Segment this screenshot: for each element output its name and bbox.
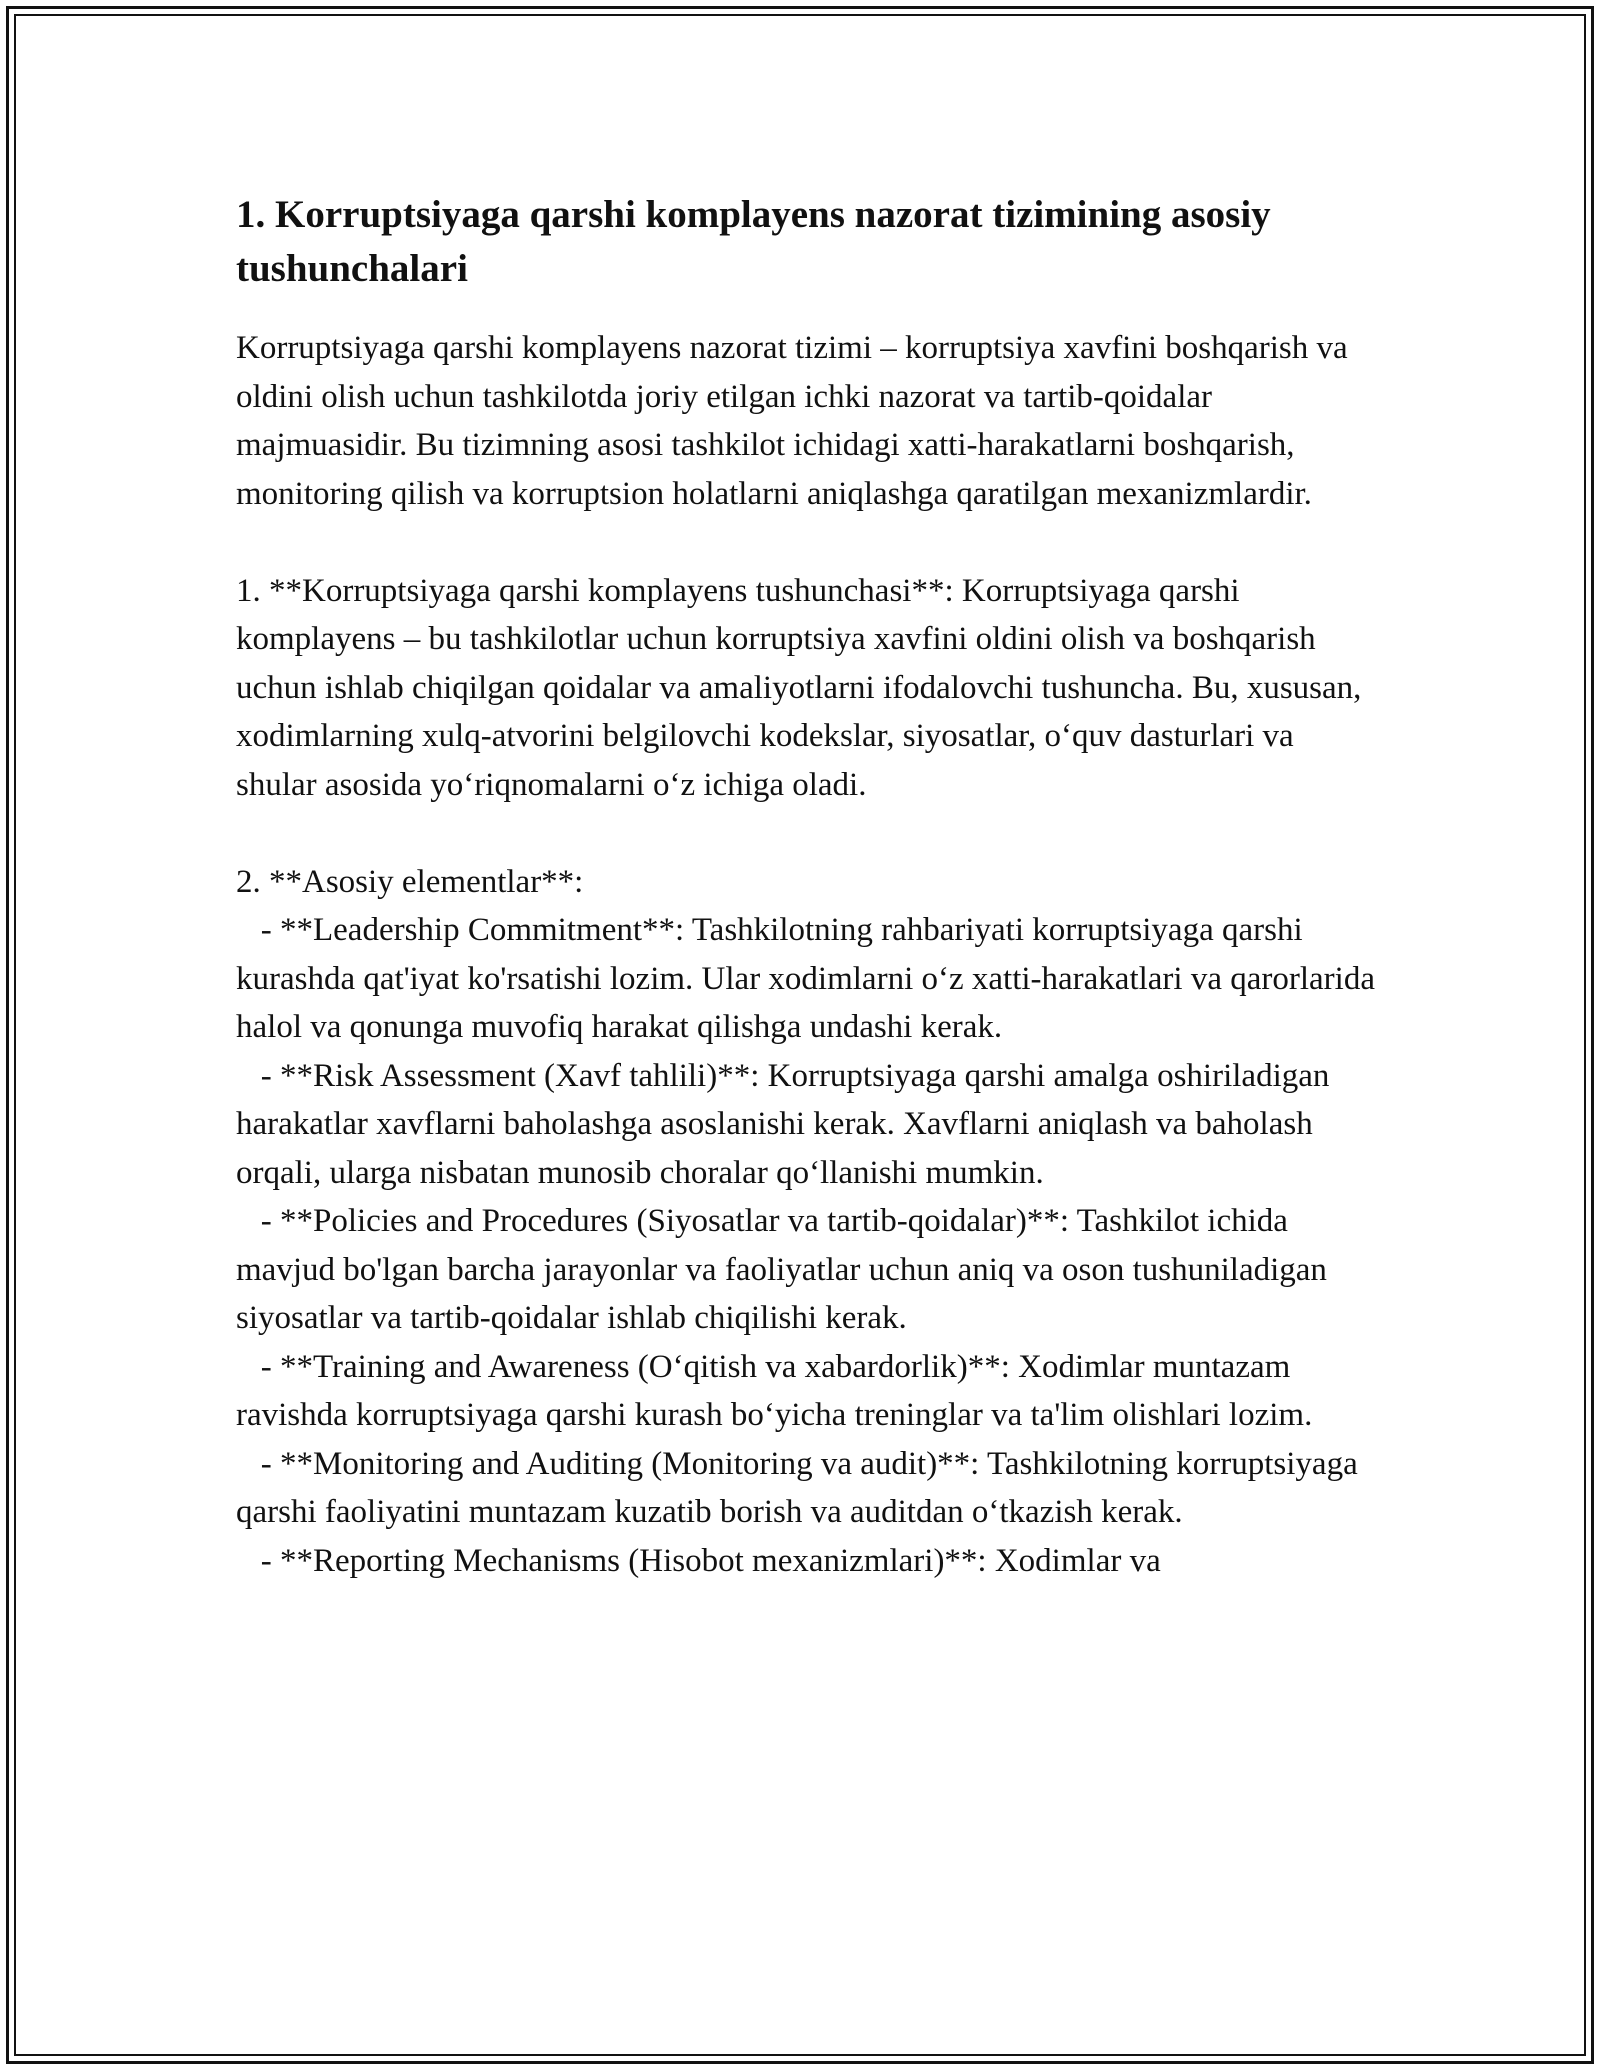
paragraph-spacer bbox=[236, 809, 1376, 858]
element-leadership: - **Leadership Commitment**: Tashkilotning rahbariyati korruptsiyaga qarshi kurashda qat'iyat ko'rsatishi lozim. Ular xodimlarni o‘z xatti-harakatlari va qarorlarida halol va qonunga muvofiq harakat qilishga undashi kerak. bbox=[236, 912, 1384, 1045]
intro-paragraph: Korruptsiyaga qarshi komplayens nazorat tizimi – korruptsiya xavfini boshqarish va oldini olish uchun tashkilotda joriy etilgan ichki nazorat va tartib-qoidalar majmuasidir. Bu tizimning asosi tashkilot ichidagi xatti-harakatlarni boshqarish, monitoring qilish va korruptsion holatlarni aniqlashga qaratilgan mexanizmlardir. bbox=[236, 330, 1356, 512]
element-risk-assessment: - **Risk Assessment (Xavf tahlili)**: Korruptsiyaga qarshi amalga oshiriladigan harakatlar xavflarni baholashga asoslanishi kerak. Xavflarni aniqlash va baholash orqali, ularga nisbatan munosib choralar qo‘llanishi mumkin. bbox=[236, 1057, 1338, 1191]
concept-paragraph: 1. **Korruptsiyaga qarshi komplayens tushunchasi**: Korruptsiyaga qarshi komplayens – bu tashkilotlar uchun korruptsiya xavfini oldini olish va boshqarish uchun ishlab chiqilgan qoidalar va amaliyotlarni ifodalovchi tushuncha. Bu, xususan, xodimlarning xulq-atvorini belgilovchi kodekslar, siyosatlar, o‘quv dasturlari va shular asosida yo‘riqnomalarni o‘z ichiga oladi. bbox=[236, 572, 1370, 803]
paragraph-spacer bbox=[236, 518, 1376, 567]
element-policies: - **Policies and Procedures (Siyosatlar va tartib-qoidalar)**: Tashkilot ichida mavjud bo'lgan barcha jarayonlar va faoliyatlar uchun aniq va oson tushuniladigan siyosatlar va tartib-qoidalar ishlab chiqilishi kerak. bbox=[236, 1203, 1336, 1336]
element-reporting: - **Reporting Mechanisms (Hisobot mexanizmlari)**: Xodimlar va bbox=[236, 1542, 1161, 1579]
document-body bbox=[236, 188, 1384, 1585]
element-monitoring: - **Monitoring and Auditing (Monitoring va audit)**: Tashkilotning korruptsiyaga qarshi faoliyatini muntazam kuzatib borish va auditdan o‘tkazish kerak. bbox=[236, 1445, 1366, 1530]
elements-heading: 2. **Asosiy elementlar**: bbox=[236, 863, 584, 900]
element-training: - **Training and Awareness (O‘qitish va xabardorlik)**: Xodimlar muntazam ravishda korruptsiyaga qarshi kurash bo‘yicha treninglar va ta'lim olishlari lozim. bbox=[236, 1348, 1313, 1433]
page-title: 1. Korruptsiyaga qarshi komplayens nazorat tizimining asosiy tushunchalari bbox=[236, 193, 1271, 290]
